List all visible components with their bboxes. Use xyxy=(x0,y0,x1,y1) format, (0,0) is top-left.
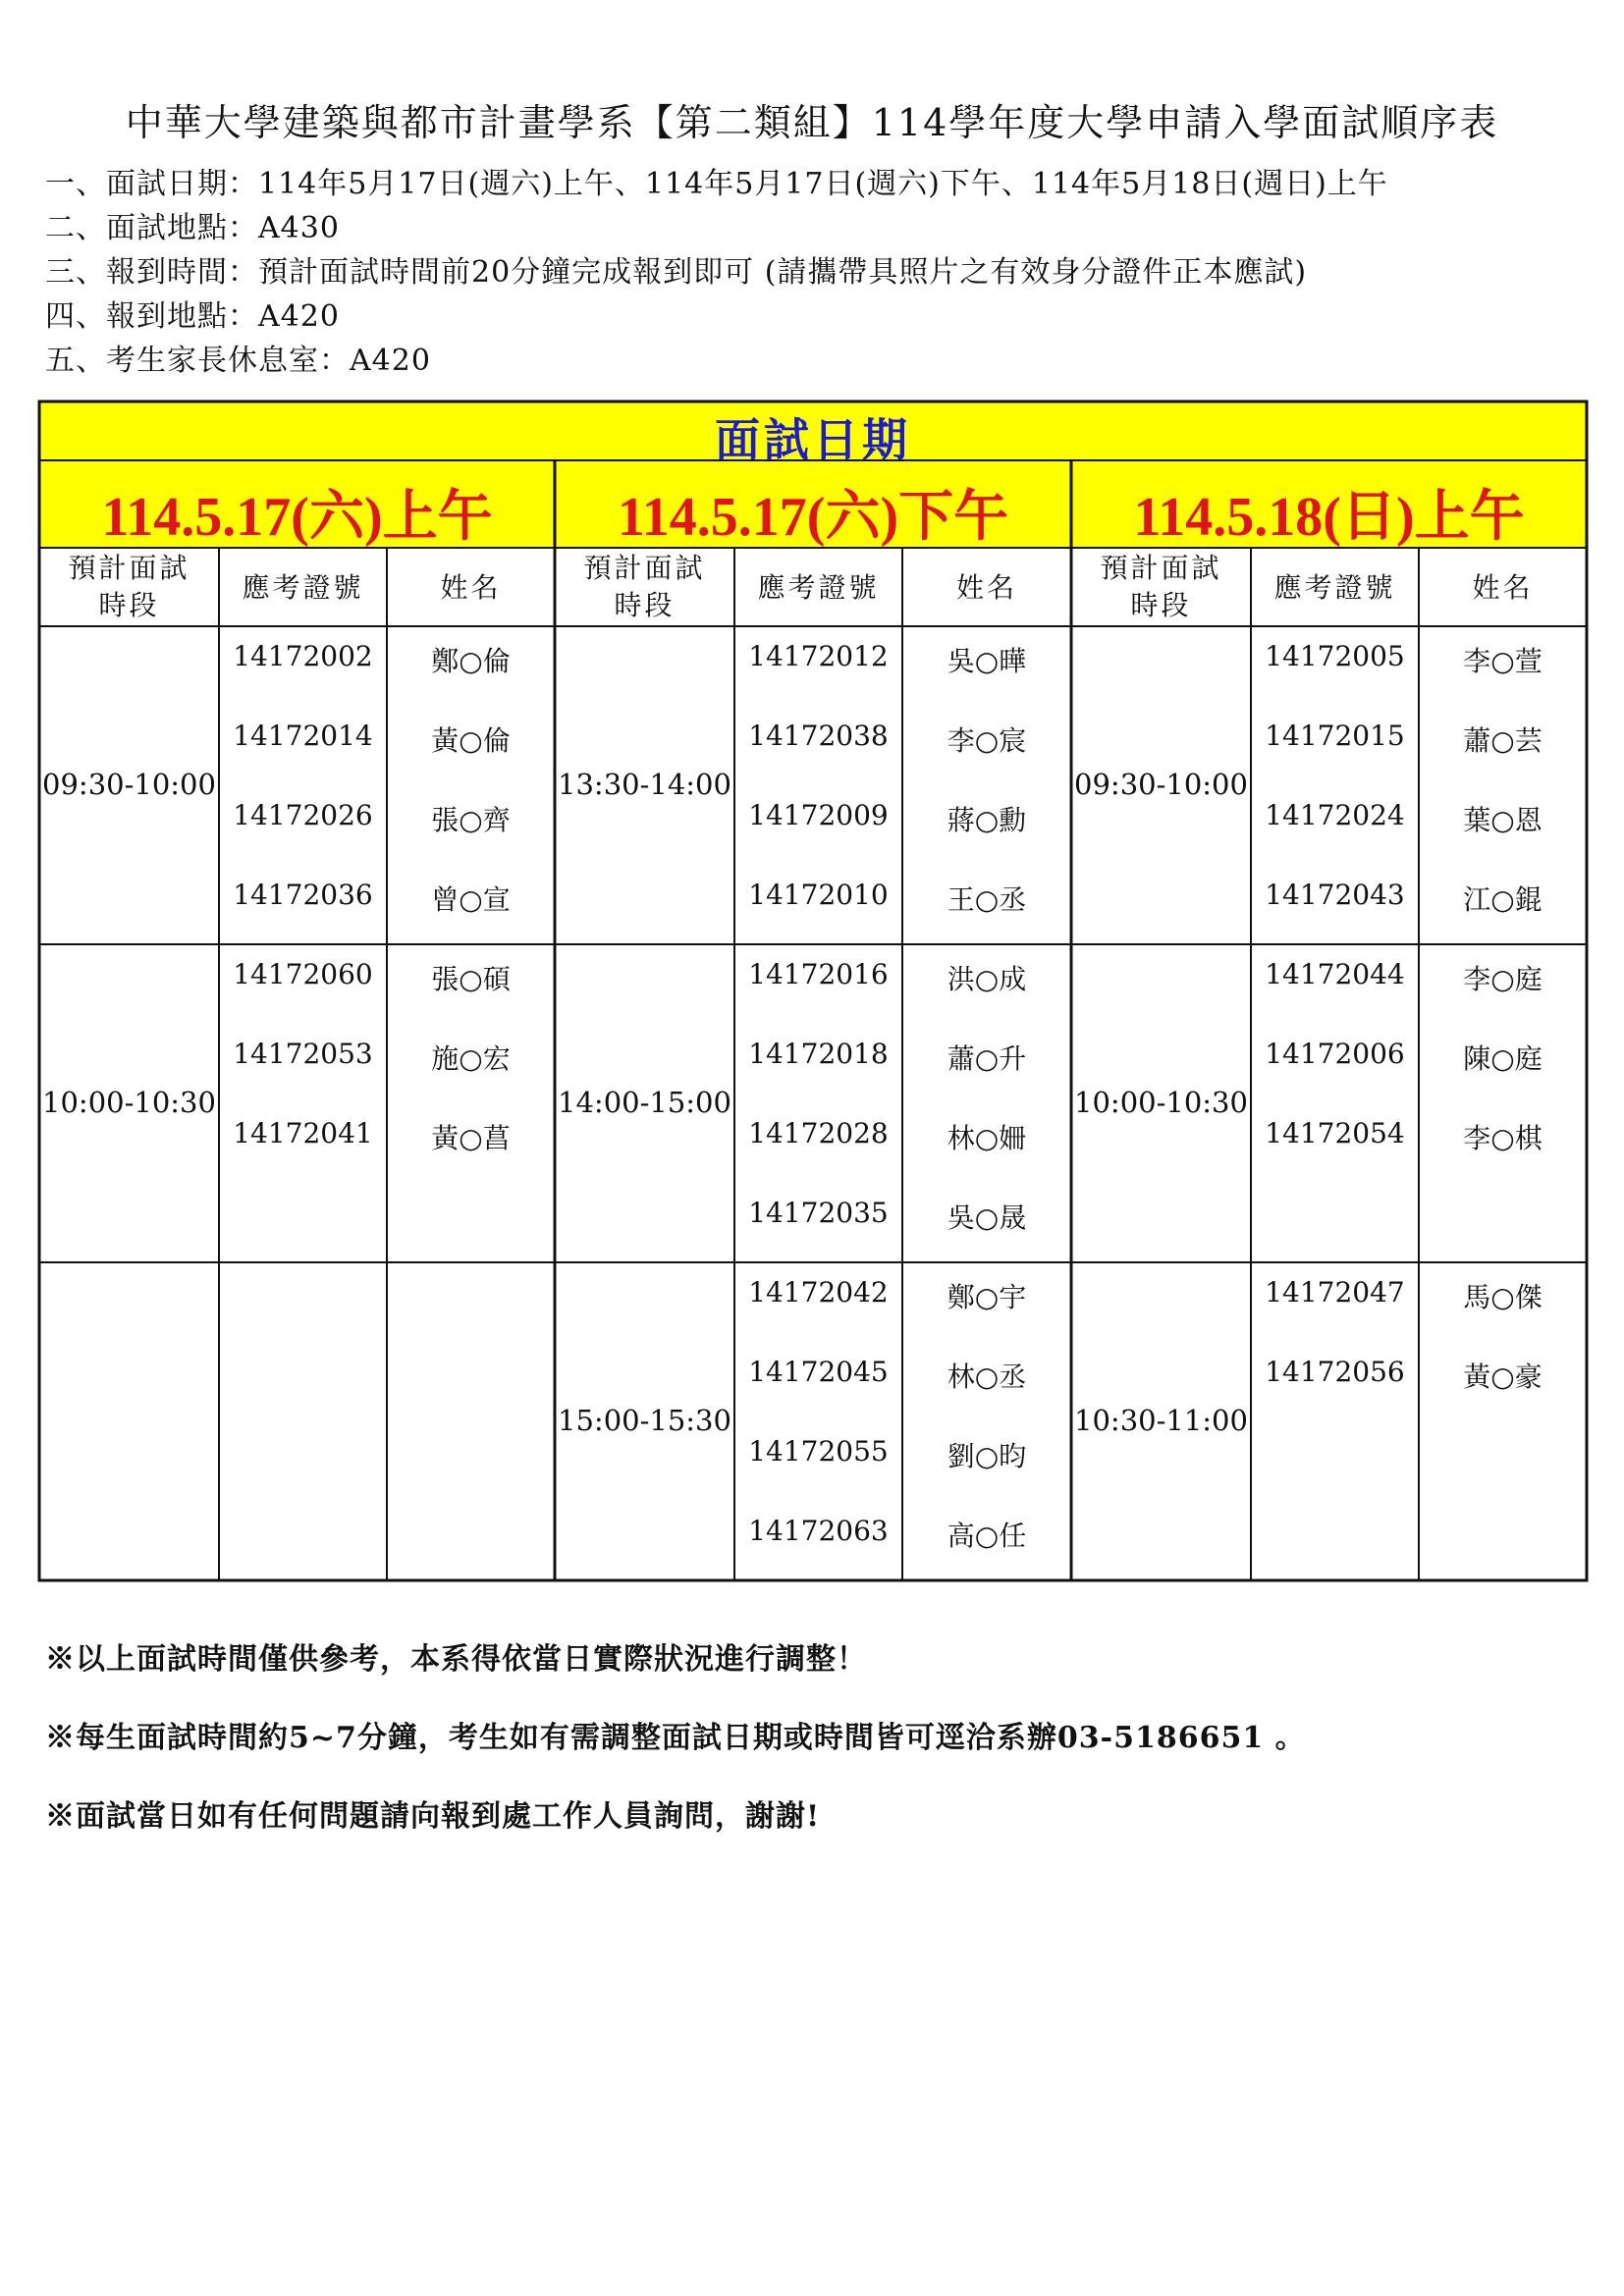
applicant-name: 李○庭 xyxy=(1463,963,1543,995)
applicant-id: 14172024 xyxy=(1265,799,1405,831)
applicant-name: 林○姍 xyxy=(947,1122,1027,1154)
applicant-name: 蔣○勳 xyxy=(947,804,1027,836)
applicant-id: 14172047 xyxy=(1265,1276,1405,1308)
applicant-id: 14172028 xyxy=(748,1117,889,1149)
applicant-name: 吳○曄 xyxy=(947,645,1027,677)
applicant-name: 蕭○升 xyxy=(947,1042,1027,1075)
applicant-name: 李○宸 xyxy=(947,724,1027,757)
time-slot: 09:30-10:00 xyxy=(42,768,216,801)
info-checkin-location: 四、報到地點：A420 xyxy=(45,299,340,334)
applicant-name: 黃○倫 xyxy=(431,724,511,757)
col-header-slot: 預計面試 時段 xyxy=(68,552,190,621)
time-slot: 13:30-14:00 xyxy=(558,768,731,801)
applicant-id: 14172015 xyxy=(1265,720,1405,752)
applicant-name: 張○齊 xyxy=(431,804,511,836)
col-header-name: 姓名 xyxy=(1472,571,1534,604)
applicant-id: 14172006 xyxy=(1265,1038,1405,1070)
info-checkin-time: 三、報到時間：預計面試時間前20分鐘完成報到即可 (請攜帶具照片之有效身分證件正本應試) xyxy=(45,255,1308,290)
applicant-name: 黃○菖 xyxy=(431,1122,511,1154)
applicant-id: 14172055 xyxy=(748,1435,889,1468)
applicant-id: 14172036 xyxy=(233,879,373,911)
applicant-id: 14172010 xyxy=(748,879,889,911)
applicant-name: 陳○庭 xyxy=(1463,1042,1543,1075)
applicant-name: 葉○恩 xyxy=(1463,804,1543,836)
col-header-name: 姓名 xyxy=(440,571,502,604)
applicant-name: 李○棋 xyxy=(1463,1122,1543,1154)
applicant-name: 江○錕 xyxy=(1463,883,1543,916)
col-header-id: 應考證號 xyxy=(757,571,880,604)
applicant-name: 施○宏 xyxy=(431,1042,511,1075)
col-header-slot: 預計面試 時段 xyxy=(1100,552,1222,621)
applicant-name: 吳○晟 xyxy=(947,1201,1027,1234)
applicant-name: 李○萱 xyxy=(1463,645,1543,677)
applicant-id: 14172002 xyxy=(233,640,373,672)
day-header-1: 114.5.17(六)上午 xyxy=(101,487,493,548)
note-duration-contact: ※每生面試時間約5~7分鐘，考生如有需調整面試日期或時間皆可逕洽系辦03-5186651 。 xyxy=(45,1721,1306,1755)
applicant-name: 王○丞 xyxy=(947,883,1027,916)
applicant-id: 14172026 xyxy=(233,799,373,831)
col-header-slot: 預計面試 時段 xyxy=(583,552,706,621)
time-slot: 15:00-15:30 xyxy=(558,1404,731,1437)
applicant-name: 鄭○倫 xyxy=(431,645,511,677)
applicant-id: 14172038 xyxy=(748,720,889,752)
applicant-id: 14172045 xyxy=(748,1356,889,1388)
table-header: 面試日期 xyxy=(715,413,911,466)
applicant-name: 蕭○芸 xyxy=(1463,724,1543,757)
applicant-name: 林○丞 xyxy=(947,1361,1027,1393)
col-header-id: 應考證號 xyxy=(1273,571,1396,604)
time-slot: 10:00-10:30 xyxy=(1074,1086,1248,1119)
info-parent-lounge: 五、考生家長休息室：A420 xyxy=(45,344,431,378)
applicant-id: 14172035 xyxy=(748,1197,889,1229)
time-slot: 14:00-15:00 xyxy=(558,1086,731,1119)
applicant-id: 14172063 xyxy=(748,1515,889,1547)
applicant-id: 14172053 xyxy=(233,1038,373,1070)
day-header-3: 114.5.18(日)上午 xyxy=(1133,487,1525,548)
info-interview-location: 二、面試地點：A430 xyxy=(45,211,340,245)
applicant-name: 張○碩 xyxy=(431,963,511,995)
info-interview-date: 一、面試日期：114年5月17日(週六)上午、114年5月17日(週六)下午、114年5月18日(週日)上午 xyxy=(45,167,1388,201)
col-header-name: 姓名 xyxy=(955,571,1017,604)
applicant-id: 14172012 xyxy=(748,640,889,672)
applicant-id: 14172005 xyxy=(1265,640,1405,672)
applicant-id: 14172043 xyxy=(1265,879,1405,911)
applicant-id: 14172044 xyxy=(1265,958,1405,990)
applicant-name: 劉○昀 xyxy=(947,1440,1027,1472)
applicant-id: 14172041 xyxy=(233,1117,373,1149)
applicant-id: 14172060 xyxy=(233,958,373,990)
day-header-2: 114.5.17(六)下午 xyxy=(617,487,1009,548)
col-header-id: 應考證號 xyxy=(242,571,364,604)
applicant-id: 14172018 xyxy=(748,1038,889,1070)
applicant-name: 黃○豪 xyxy=(1463,1361,1543,1393)
time-slot: 09:30-10:00 xyxy=(1074,768,1248,801)
time-slot: 10:00-10:30 xyxy=(42,1086,216,1119)
applicant-name: 曾○宣 xyxy=(431,883,511,916)
applicant-name: 高○任 xyxy=(947,1520,1027,1552)
applicant-id: 14172009 xyxy=(748,799,889,831)
applicant-name: 馬○傑 xyxy=(1463,1281,1543,1313)
time-slot: 10:30-11:00 xyxy=(1074,1404,1248,1437)
note-adjustment: ※以上面試時間僅供參考，本系得依當日實際狀況進行調整！ xyxy=(45,1642,867,1677)
applicant-id: 14172016 xyxy=(748,958,889,990)
applicant-id: 14172054 xyxy=(1265,1117,1405,1149)
document-title: 中華大學建築與都市計畫學系【第二類組】114學年度大學申請入學面試順序表 xyxy=(125,101,1499,144)
applicant-name: 鄭○宇 xyxy=(947,1281,1027,1313)
applicant-id: 14172014 xyxy=(233,720,373,752)
applicant-id: 14172042 xyxy=(748,1276,889,1308)
applicant-name: 洪○成 xyxy=(947,963,1027,995)
applicant-id: 14172056 xyxy=(1265,1356,1405,1388)
note-questions: ※面試當日如有任何問題請向報到處工作人員詢問，謝謝! xyxy=(45,1799,821,1834)
